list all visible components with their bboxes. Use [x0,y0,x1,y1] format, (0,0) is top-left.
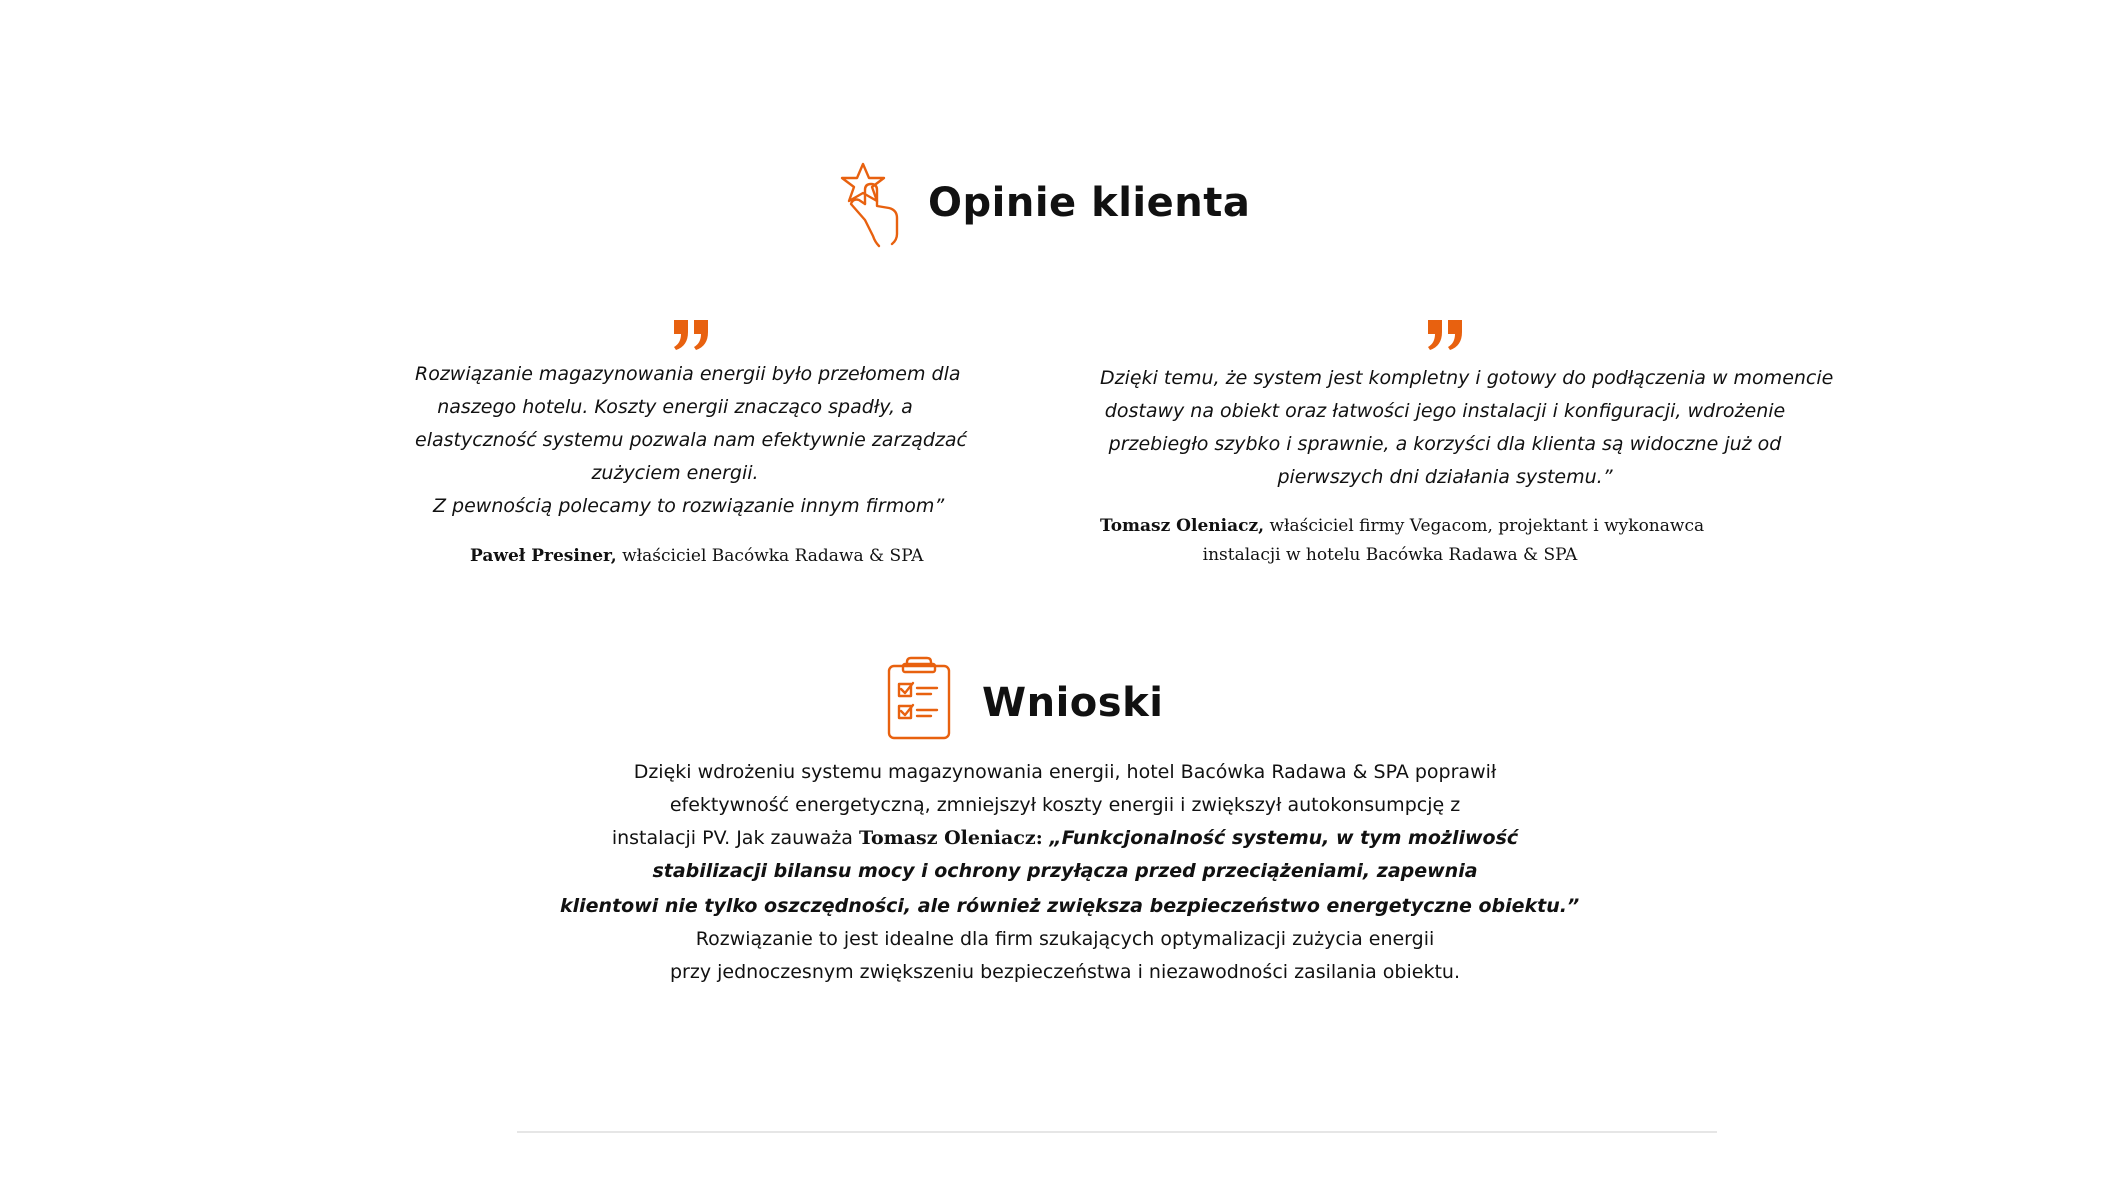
testimonial-line: Dzięki temu, że system jest kompletny i gotowy do podłączenia w momencie [1100,367,1834,389]
testimonial-line: Z pewnością polecamy to rozwiązanie innym firmom” [433,495,945,517]
opinions-title: Opinie klienta [928,180,1251,226]
testimonial-line: przebiegło szybko i sprawnie, a korzyści dla klienta są widoczne już od [1108,433,1782,455]
footer-divider [517,1131,1717,1133]
conclusion-line: Rozwiązanie to jest idealne dla firm szukających optymalizacji zużycia energii [695,928,1435,950]
author-name: Tomasz Oleniacz, [1100,516,1265,536]
clipboard-checklist-icon [885,656,953,742]
testimonial-2-text [1100,362,1834,494]
conclusion-line [560,822,1570,855]
quoted-person-name: Tomasz Oleniacz: [858,827,1043,849]
testimonial-line: Rozwiązanie magazynowania energii było przełomem dla [415,363,961,385]
testimonial-line: naszego hotelu. Koszty energii znacząco spadły, a [437,396,913,418]
testimonial-line: zużyciem energii. [591,462,759,484]
quote-segment: „Funkcjonalność systemu, w tym możliwość [1042,827,1519,849]
conclusion-line: przy jednoczesnym zwiększeniu bezpieczeństwa i niezawodności zasilania obiektu. [670,961,1460,983]
conclusions-text [560,756,1580,989]
quote-line: klientowi nie tylko oszczędności, ale również zwiększa bezpieczeństwo energetyczne obiektu.” [560,895,1580,917]
author-role: właściciel Bacówka Radawa & SPA [622,546,924,566]
author-name: Paweł Presiner, [470,546,617,566]
author-role: instalacji w hotelu Bacówka Radawa & SPA [1202,545,1578,565]
star-hand-icon [835,160,915,248]
testimonial-line: pierwszych dni działania systemu.” [1277,466,1613,488]
conclusion-line: efektywność energetyczną, zmniejszył koszty energii i zwiększył autokonsumpcję z [669,794,1461,816]
conclusion-text-segment: instalacji PV. Jak zauważa [611,827,859,849]
testimonial-line: dostawy na obiekt oraz łatwości jego instalacji i konfiguracji, wdrożenie [1104,400,1786,422]
conclusion-line: Dzięki wdrożeniu systemu magazynowania energii, hotel Bacówka Radawa & SPA poprawił [633,761,1497,783]
quote-mark-icon [672,318,712,352]
testimonial-1-text [415,358,968,523]
conclusions-title: Wnioski [982,680,1164,726]
quote-mark-icon [1426,318,1466,352]
author-role: właściciel firmy Vegacom, projektant i wykonawca [1269,516,1705,536]
testimonial-1-author [470,542,924,571]
testimonial-2-author [1100,512,1705,570]
quote-line: stabilizacji bilansu mocy i ochrony przyłącza przed przeciążeniami, zapewnia [652,860,1478,882]
testimonial-line: elastyczność systemu pozwala nam efektywnie zarządzać [415,429,968,451]
